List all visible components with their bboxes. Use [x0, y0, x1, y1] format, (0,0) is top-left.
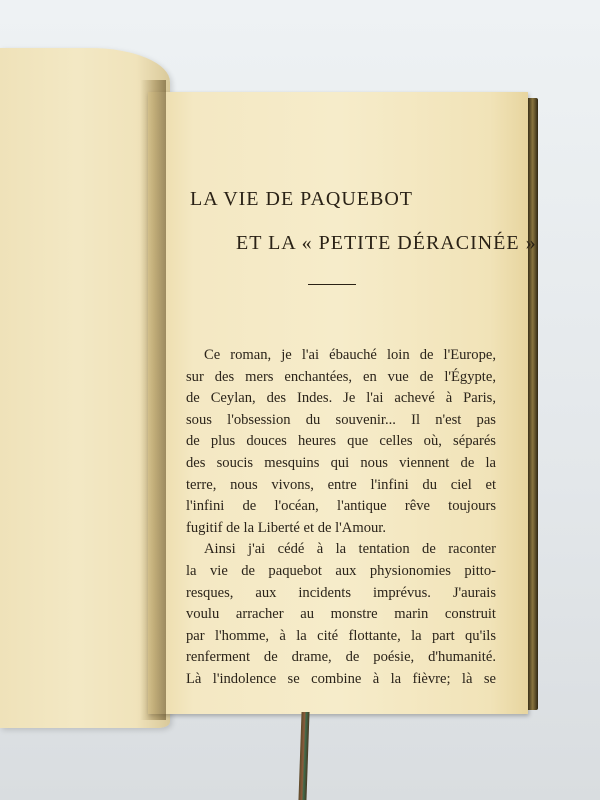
- title-rule: [308, 284, 356, 285]
- body-text: [186, 345, 496, 691]
- text-line: renferment de drame, de poésie, d'humanité.: [186, 649, 496, 666]
- text-line: resques, aux incidents imprévus. J'aurais: [186, 584, 496, 601]
- text-line: voulu arracher au monstre marin construit: [186, 606, 496, 623]
- text-line: fugitif de la Liberté et de l'Amour.: [186, 519, 386, 536]
- text-line: par l'homme, à la cité flottante, la part qu'ils: [186, 627, 496, 644]
- text-line: Ce roman, je l'ai ébauché loin de l'Europe,: [204, 347, 496, 363]
- text-line: la vie de paquebot aux physionomies pitto-: [186, 562, 496, 579]
- chapter-title-line-2: ET LA « PETITE DÉRACINÉE »: [236, 232, 537, 254]
- text-line: Là l'indolence se combine à la fièvre; là se: [186, 670, 496, 687]
- text-line: Ainsi j'ai cédé à la tentation de raconter: [204, 541, 496, 558]
- text-line: de Ceylan, des Indes. Je l'ai achevé à Paris,: [186, 390, 496, 407]
- text-line: sous l'obsession du souvenir... Il n'est pas: [186, 411, 496, 428]
- text-line: de plus douces heures que celles où, séparés: [186, 433, 496, 450]
- book-gutter: [140, 80, 166, 720]
- text-line: sur des mers enchantées, en vue de l'Égypte,: [186, 368, 496, 385]
- text-line: l'infini de l'océan, l'antique rêve toujours: [186, 498, 496, 515]
- text-line: des soucis mesquins qui nous viennent de la: [186, 454, 496, 471]
- bookmark-ribbon: [298, 712, 309, 800]
- text-line: terre, nous vivons, entre l'infini du ciel et: [186, 476, 496, 493]
- chapter-title-line-1: LA VIE DE PAQUEBOT: [190, 188, 414, 210]
